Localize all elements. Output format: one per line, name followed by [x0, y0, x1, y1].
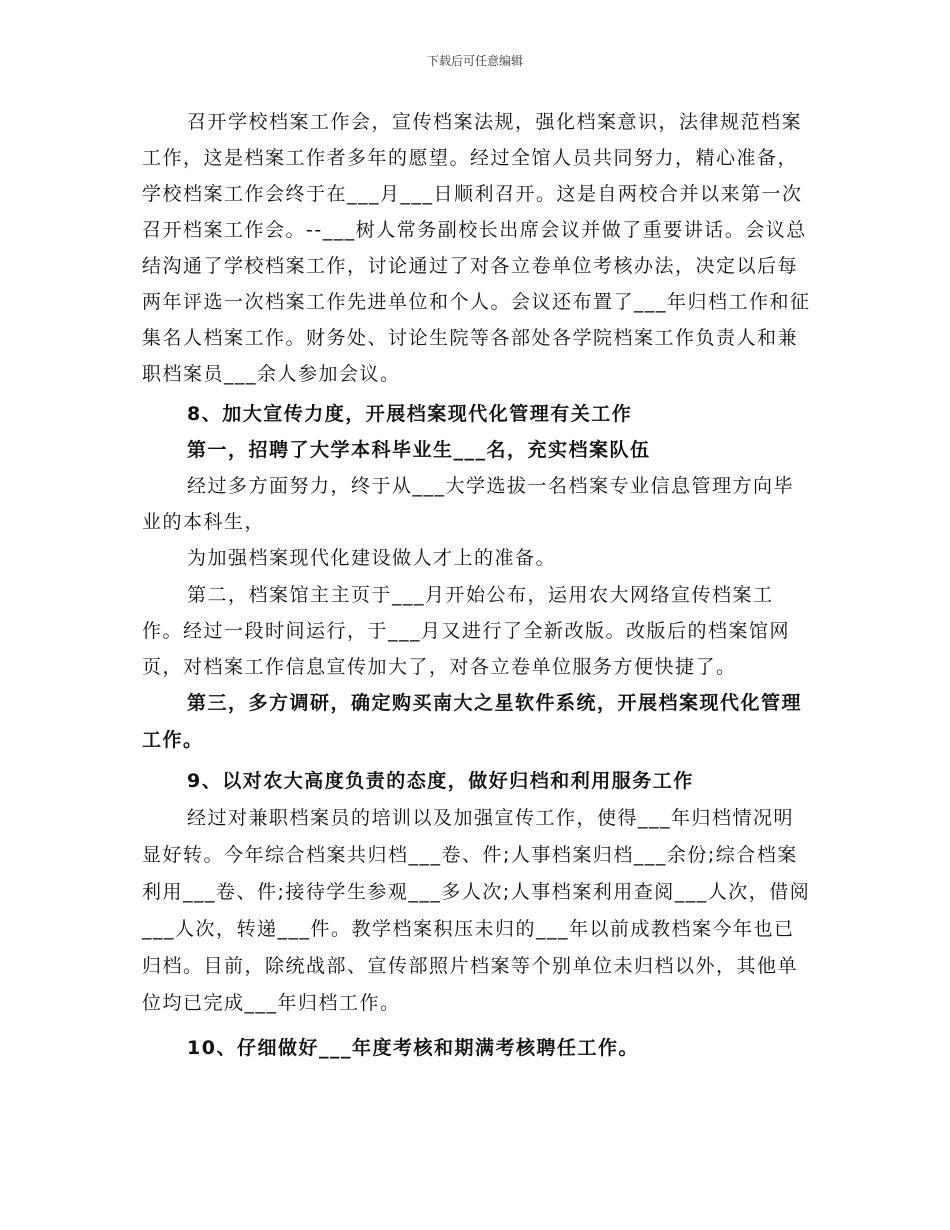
document-body: [142, 104, 812, 1067]
paragraph-archive-meeting: 召开学校档案工作会，宣传档案法规，强化档案意识，法律规范档案工作，这是档案工作者多年的愿望。经过全馆人员共同努力，精心准备，学校档案工作会终于在___月___日顺利召开。这是自两校合并以来第一次召开档案工作会。--___树人常务副校长出席会议并做了重要讲话。会议总结沟通了学校档案工作，讨论通过了对各立卷单位考核办法，决定以后每两年评选一次档案工作先进单位和个人。会议还布置了___年归档工作和征集名人档案工作。财务处、讨论生院等各部处各学院档案工作负责人和兼职档案员___余人参加会议。: [142, 111, 811, 385]
section-heading-10: 10、仔细做好___年度考核和期满考核聘任工作。: [187, 1037, 639, 1059]
section-heading-9: 9、以对农大高度负责的态度，做好归档和利用服务工作: [187, 770, 694, 792]
paragraph-recruit-detail: 经过多方面努力，终于从___大学选拔一名档案专业信息管理方向毕业的本科生，: [142, 475, 795, 533]
paragraph-filing-statistics: 经过对兼职档案员的培训以及加强宣传工作，使得___年归档情况明显好转。今年综合档案共归档___卷、件;人事档案归档___余份;综合档案利用___卷、件;接待学生参观___多人次;人事档案利用查阅___人次，借阅___人次，转递___件。教学档案积压未归的___年以前成教档案今年也已归档。目前，除统战部、宣传部照片档案等个别单位未归档以外，其他单位均已完成___年归档工作。: [142, 807, 811, 1014]
paragraph-talent-preparation: 为加强档案现代化建设做人才上的准备。: [187, 547, 557, 569]
page-header: 下载后可任意编辑: [426, 54, 523, 68]
paragraph-homepage: 第二，档案馆主主页于___月开始公布，运用农大网络宣传档案工作。经过一段时间运行，于___月又进行了全新改版。改版后的档案馆网页，对档案工作信息宣传加大了，对各立卷单位服务方便快捷了。: [142, 584, 791, 678]
paragraph-software-system: 第三，多方调研，确定购买南大之星软件系统，开展档案现代化管理工作。: [142, 692, 803, 751]
subheading-recruit-graduate: 第一，招聘了大学本科毕业生___名，充实档案队伍: [187, 439, 651, 461]
section-heading-8: 8、加大宣传力度，开展档案现代化管理有关工作: [187, 403, 633, 425]
